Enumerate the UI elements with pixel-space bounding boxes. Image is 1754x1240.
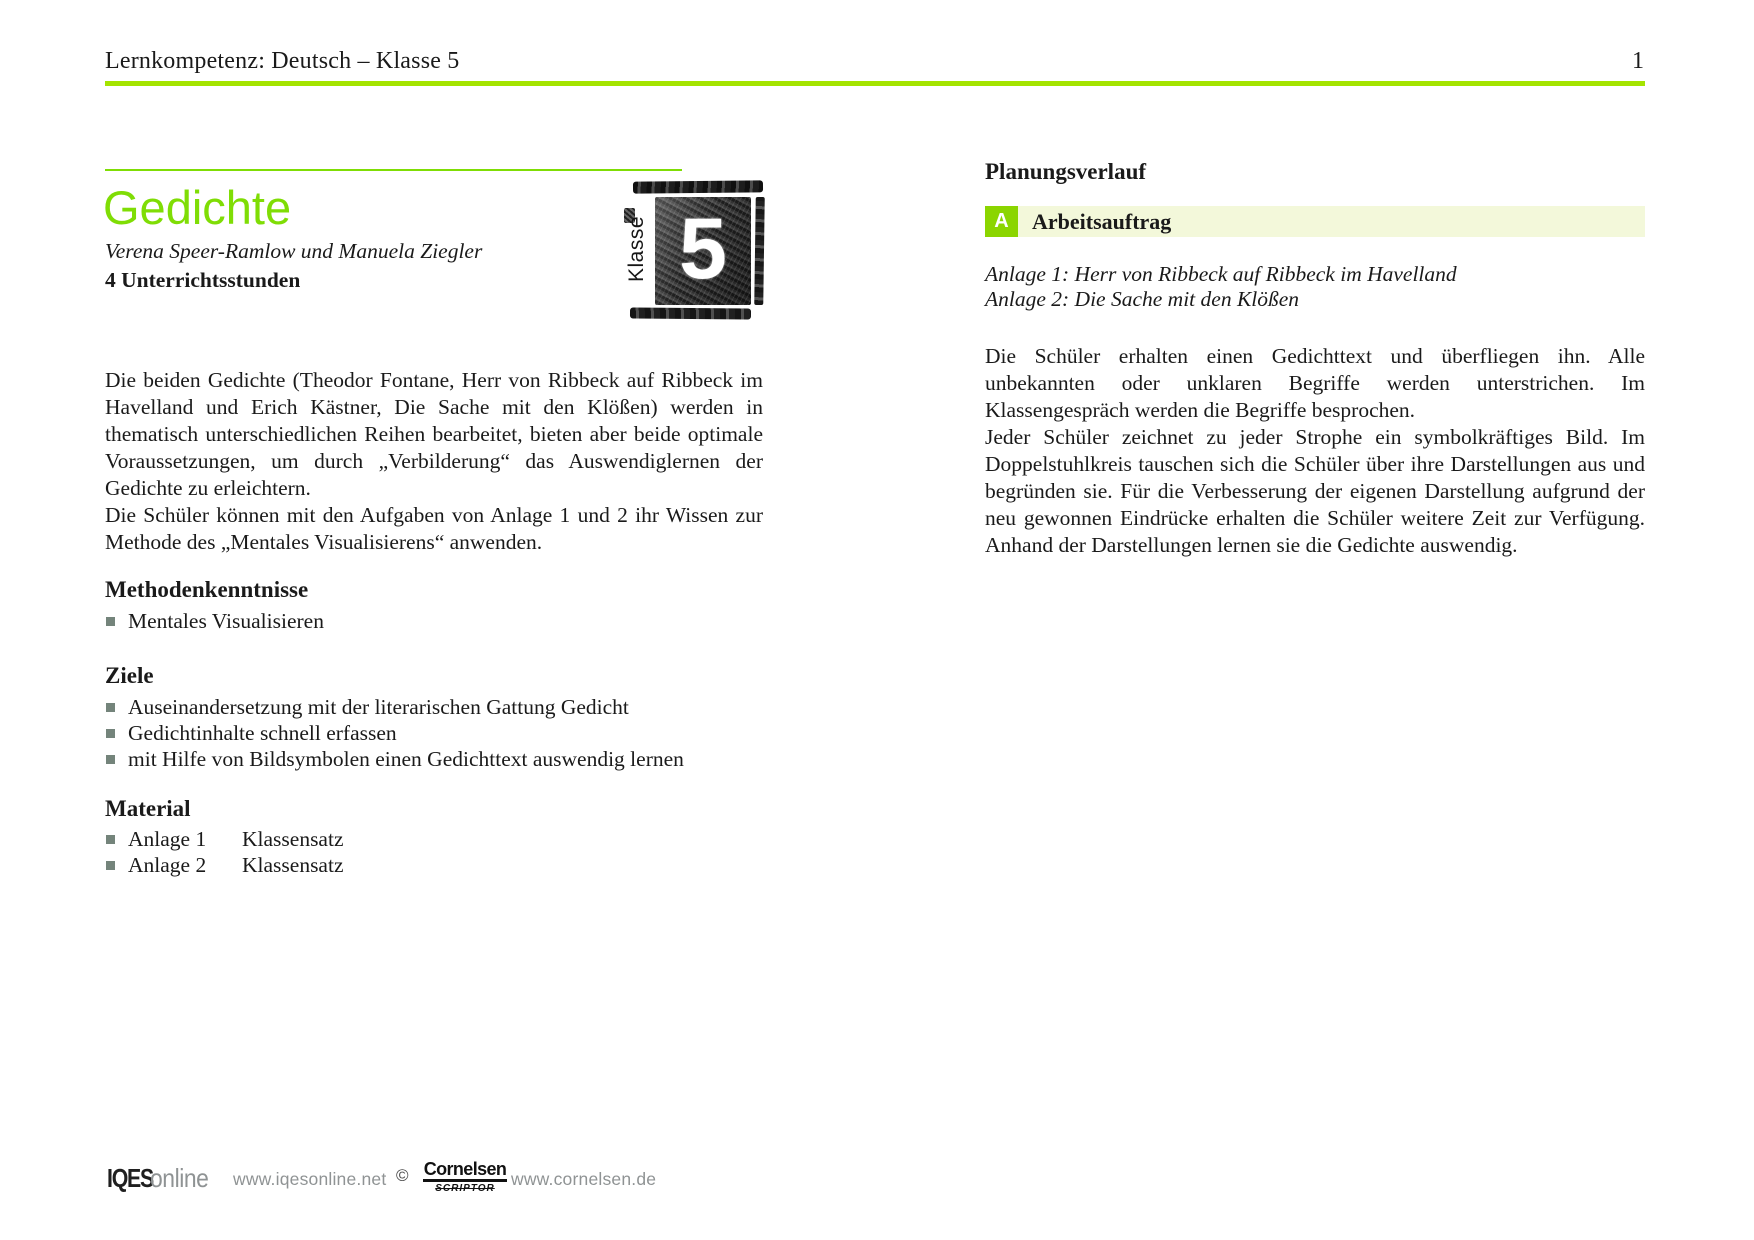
heading-methodenkenntnisse: Methodenkenntnisse [105,577,309,602]
material-list [105,827,344,879]
plan-paragraph-2: Jeder Schüler zeichnet zu jeder Strophe ein symbolkräftiges Bild. Im Doppelstuhlkreis tauschen sich die Schüler über ihre Darstellungen aus und begründen sie. Für die Verbesserung der eigenen Darstellung aufgrund der neu gewonnen Eindrücke erhalten die Schüler weitere Zeit zur Verfügung. Anhand der Darstellungen lernen sie die Gedichte auswendig. [985,425,1645,557]
plan-paragraph-1: Die Schüler erhalten einen Gedichttext und überfliegen ihn. Alle unbekannten oder unklaren Begriffe werden unterstrichen. Im Klassengespräch werden die Begriffe besprochen. [985,344,1645,422]
heading-material: Material [105,796,191,821]
header-rule [105,81,1645,86]
anlage-reference-2: Anlage 2: Die Sache mit den Klößen [985,287,1300,311]
task-band-label: Arbeitsauftrag [1032,209,1172,234]
lesson-duration: 4 Unterrichtsstunden [105,268,301,292]
footer [0,1155,1754,1205]
klasse-5-badge [624,181,764,319]
bullet-square-icon [106,729,115,738]
iqes-logo-bold: IQES [107,1163,154,1193]
material-name: Anlage 1 [128,827,207,851]
task-letter-badge: A [985,206,1018,237]
scriptor-logo-word: SCRIPTOR [435,1183,495,1194]
copyright-symbol: © [396,1166,409,1185]
material-amount: Klassensatz [242,827,344,851]
arbeitsauftrag-band [985,206,1645,237]
list-item [105,747,684,772]
material-name: Anlage 2 [128,853,207,877]
badge-number: 5 [679,201,727,297]
header-title: Lernkompetenz: Deutsch – Klasse 5 [105,48,460,74]
document-title: Gedichte [103,181,292,234]
iqes-online-logo [107,1163,216,1194]
plan-text [985,343,1645,559]
intro-paragraph-2: Die Schüler können mit den Aufgaben von Anlage 1 und 2 ihr Wissen zur Methode des „Mentales Visualisierens“ anwenden. [105,503,763,554]
iqes-url: www.iqesonline.net [233,1169,387,1189]
cornelsen-logo-word: Cornelsen [423,1159,507,1182]
heading-planungsverlauf: Planungsverlauf [985,159,1147,184]
list-item [105,695,684,720]
iqes-logo-light: online [149,1163,209,1193]
bullet-square-icon [106,703,115,712]
material-amount: Klassensatz [242,853,344,877]
list-item-label: Auseinandersetzung mit der literarischen Gattung Gedicht [128,695,629,719]
title-rule [105,169,682,171]
list-item-label: Gedichtinhalte schnell erfassen [128,721,397,745]
material-row [105,827,344,852]
page-number: 1 [1632,48,1644,74]
bullet-square-icon [106,755,115,764]
list-item-label: Mentales Visualisieren [128,609,324,633]
heading-ziele: Ziele [105,663,154,688]
anlage-reference-1: Anlage 1: Herr von Ribbeck auf Ribbeck im Havelland [985,262,1457,286]
list-item [105,609,324,634]
badge-sketch-top-bar [633,180,763,193]
cornelsen-scriptor-logo [423,1159,507,1195]
intro-text [105,367,763,556]
badge-sketch-right-strip [754,197,765,305]
list-item [105,721,684,746]
badge-sketch-bottom-bar [630,307,751,319]
cornelsen-url: www.cornelsen.de [511,1169,657,1189]
intro-paragraph-1: Die beiden Gedichte (Theodor Fontane, Herr von Ribbeck auf Ribbeck im Havelland und Erich Kästner, Die Sache mit den Klößen) werden in thematisch unterschiedlichen Reihen bearbeitet, bieten aber beide optimale Voraussetzungen, um durch „Verbilderung“ das Auswendiglernen der Gedichte zu erleichtern. [105,368,763,500]
material-row [105,853,344,878]
bullet-square-icon [106,617,115,626]
bullet-square-icon [106,835,115,844]
badge-square [655,197,751,305]
methoden-list [105,609,324,634]
anlagen-references [985,262,1457,312]
bullet-square-icon [106,861,115,870]
badge-klasse-label: Klasse [625,215,648,282]
list-item-label: mit Hilfe von Bildsymbolen einen Gedichttext auswendig lernen [128,747,684,771]
ziele-list [105,695,684,773]
authors-line: Verena Speer-Ramlow und Manuela Ziegler [105,239,483,263]
